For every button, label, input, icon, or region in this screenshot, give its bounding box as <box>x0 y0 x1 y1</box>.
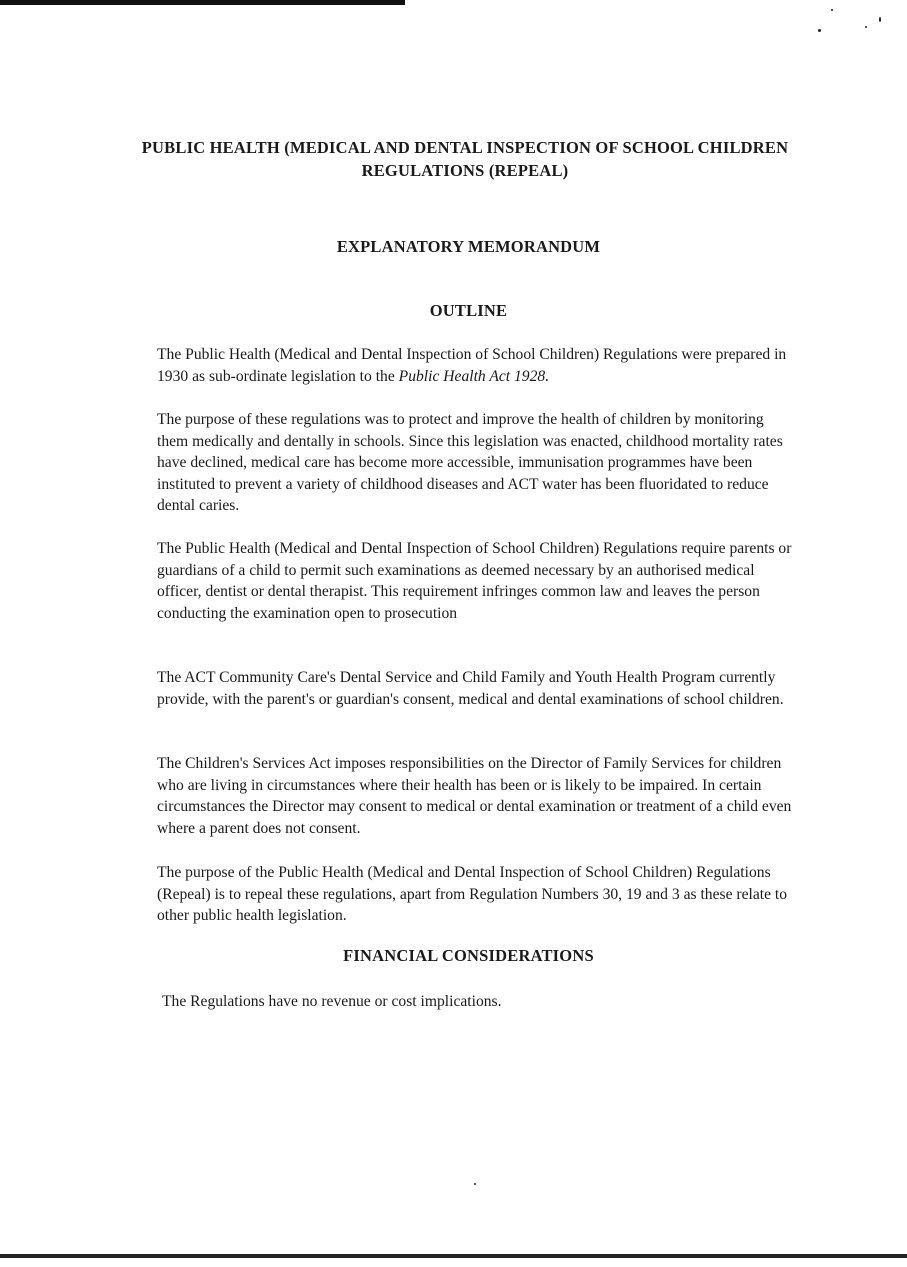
financial-heading: FINANCIAL CONSIDERATIONS <box>343 946 594 965</box>
scan-speck <box>818 29 821 32</box>
outline-paragraph-3: The Public Health (Medical and Dental Inspection of School Children) Regulations require parents or guardians of a child to permit such examinations as deemed necessary by an authorised medical officer, dentist or dental therapist. This requirement infringes common law and leaves the person conducting the examination open to prosecution <box>157 540 792 622</box>
outline-heading: OUTLINE <box>429 301 508 320</box>
scan-speck <box>474 1183 476 1185</box>
scan-speck <box>831 9 833 11</box>
document-title: PUBLIC HEALTH (MEDICAL AND DENTAL INSPECTION OF SCHOOL CHILDREN REGULATIONS (REPEAL) <box>141 138 789 180</box>
scan-edge-bottom <box>0 1254 907 1258</box>
outline-paragraph-5: The Children's Services Act imposes responsibilities on the Director of Family Services for children who are living in circumstances where their health has been or is likely to be impaired. In certain circumstances the Director may consent to medical or dental examination or treatment of a child even where a parent does not consent. <box>157 755 792 837</box>
memorandum-heading: EXPLANATORY MEMORANDUM <box>336 237 601 256</box>
scan-speck <box>879 17 881 22</box>
outline-paragraph-1 <box>157 344 797 387</box>
scan-speck <box>865 26 867 28</box>
financial-paragraph: The Regulations have no revenue or cost implications. <box>162 993 502 1010</box>
outline-paragraph-2: The purpose of these regulations was to protect and improve the health of children by monitoring them medically and dentally in schools. Since this legislation was enacted, childhood mortality rates have declined, medical care has become more accessible, immunisation programmes have been instituted to prevent a variety of childhood diseases and ACT water has been fluoridated to reduce dental caries. <box>157 411 783 515</box>
outline-paragraph-4: The ACT Community Care's Dental Service and Child Family and Youth Health Program currently provide, with the parent's or guardian's consent, medical and dental examinations of school children. <box>157 669 784 708</box>
outline-paragraph-6: The purpose of the Public Health (Medical and Dental Inspection of School Children) Regulations (Repeal) is to repeal these regulations, apart from Regulation Numbers 30, 19 and 3 as these relate to other public health legislation. <box>157 864 788 925</box>
scan-edge-top <box>0 0 405 5</box>
act-name-italic: Public Health Act 1928. <box>398 367 550 385</box>
paragraph-text: The Public Health (Medical and Dental Inspection of School Children) Regulations were prepared in 1930 as sub-ordinate legislation to the <box>157 346 787 385</box>
